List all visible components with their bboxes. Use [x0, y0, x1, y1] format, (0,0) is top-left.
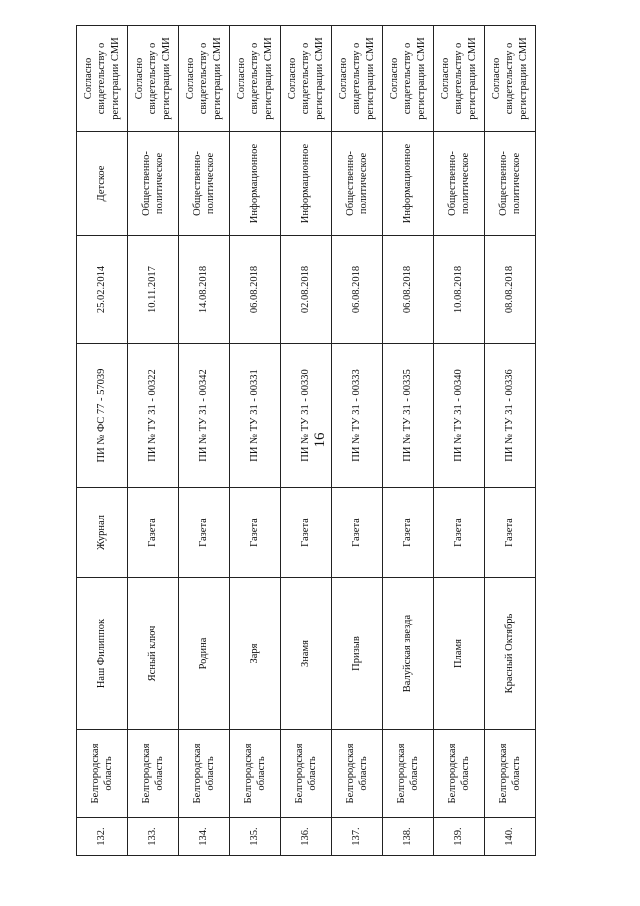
registration-date-cell: 06.08.2018	[383, 236, 434, 344]
media-registry-table	[76, 25, 536, 856]
region-cell: Белгородская область	[128, 730, 179, 818]
specialization-cell: Общественно-политическое	[128, 132, 179, 236]
page-number: 16	[311, 432, 328, 448]
registration-number-cell: ПИ № ФС 77 - 57039	[77, 344, 128, 488]
distribution-territory-cell: Согласно свидетельству о регистрации СМИ	[77, 26, 128, 132]
media-title-cell: Красный Октябрь	[485, 578, 536, 730]
region-cell: Белгородская область	[383, 730, 434, 818]
table-row	[230, 26, 281, 856]
distribution-territory-cell: Согласно свидетельству о регистрации СМИ	[281, 26, 332, 132]
row-number-cell: 132.	[77, 818, 128, 856]
specialization-cell: Общественно-политическое	[485, 132, 536, 236]
region-cell: Белгородская область	[77, 730, 128, 818]
row-number-cell: 138.	[383, 818, 434, 856]
distribution-territory-cell: Согласно свидетельству о регистрации СМИ	[383, 26, 434, 132]
region-cell: Белгородская область	[485, 730, 536, 818]
region-cell: Белгородская область	[434, 730, 485, 818]
specialization-cell: Общественно-политическое	[332, 132, 383, 236]
registration-date-cell: 10.11.2017	[128, 236, 179, 344]
row-number-cell: 134.	[179, 818, 230, 856]
media-type-cell: Газета	[434, 488, 485, 578]
table-row	[485, 26, 536, 856]
registration-number-cell: ПИ № ТУ 31 - 00336	[485, 344, 536, 488]
distribution-territory-cell: Согласно свидетельству о регистрации СМИ	[179, 26, 230, 132]
table-row	[179, 26, 230, 856]
media-type-cell: Журнал	[77, 488, 128, 578]
table-row	[77, 26, 128, 856]
specialization-cell: Информационное	[230, 132, 281, 236]
registration-date-cell: 25.02.2014	[77, 236, 128, 344]
media-title-cell: Ясный ключ	[128, 578, 179, 730]
specialization-cell: Детское	[77, 132, 128, 236]
media-type-cell: Газета	[179, 488, 230, 578]
distribution-territory-cell: Согласно свидетельству о регистрации СМИ	[128, 26, 179, 132]
registration-number-cell: ПИ № ТУ 31 - 00322	[128, 344, 179, 488]
media-type-cell: Газета	[128, 488, 179, 578]
registration-number-cell: ПИ № ТУ 31 - 00330	[281, 344, 332, 488]
media-title-cell: Пламя	[434, 578, 485, 730]
row-number-cell: 139.	[434, 818, 485, 856]
row-number-cell: 140.	[485, 818, 536, 856]
distribution-territory-cell: Согласно свидетельству о регистрации СМИ	[230, 26, 281, 132]
distribution-territory-cell: Согласно свидетельству о регистрации СМИ	[485, 26, 536, 132]
media-title-cell: Знамя	[281, 578, 332, 730]
distribution-territory-cell: Согласно свидетельству о регистрации СМИ	[434, 26, 485, 132]
specialization-cell: Общественно-политическое	[179, 132, 230, 236]
specialization-cell: Информационное	[383, 132, 434, 236]
table-row	[281, 26, 332, 856]
distribution-territory-cell: Согласно свидетельству о регистрации СМИ	[332, 26, 383, 132]
registration-date-cell: 08.08.2018	[485, 236, 536, 344]
media-title-cell: Призыв	[332, 578, 383, 730]
media-title-cell: Наш Филиппок	[77, 578, 128, 730]
media-type-cell: Газета	[281, 488, 332, 578]
media-type-cell: Газета	[383, 488, 434, 578]
media-title-cell: Заря	[230, 578, 281, 730]
region-cell: Белгородская область	[179, 730, 230, 818]
row-number-cell: 137.	[332, 818, 383, 856]
media-type-cell: Газета	[485, 488, 536, 578]
registration-number-cell: ПИ № ТУ 31 - 00331	[230, 344, 281, 488]
registration-date-cell: 02.08.2018	[281, 236, 332, 344]
row-number-cell: 135.	[230, 818, 281, 856]
row-number-cell: 133.	[128, 818, 179, 856]
table-row	[434, 26, 485, 856]
region-cell: Белгородская область	[230, 730, 281, 818]
registry-table-container	[76, 26, 536, 856]
registration-number-cell: ПИ № ТУ 31 - 00333	[332, 344, 383, 488]
table-row	[383, 26, 434, 856]
media-title-cell: Родина	[179, 578, 230, 730]
registration-date-cell: 06.08.2018	[230, 236, 281, 344]
region-cell: Белгородская область	[332, 730, 383, 818]
media-type-cell: Газета	[332, 488, 383, 578]
media-type-cell: Газета	[230, 488, 281, 578]
registration-number-cell: ПИ № ТУ 31 - 00340	[434, 344, 485, 488]
specialization-cell: Информационное	[281, 132, 332, 236]
registration-number-cell: ПИ № ТУ 31 - 00335	[383, 344, 434, 488]
row-number-cell: 136.	[281, 818, 332, 856]
table-row	[128, 26, 179, 856]
region-cell: Белгородская область	[281, 730, 332, 818]
registration-date-cell: 06.08.2018	[332, 236, 383, 344]
registration-number-cell: ПИ № ТУ 31 - 00342	[179, 344, 230, 488]
specialization-cell: Общественно-политическое	[434, 132, 485, 236]
registration-date-cell: 14.08.2018	[179, 236, 230, 344]
table-row	[332, 26, 383, 856]
media-title-cell: Валуйская звезда	[383, 578, 434, 730]
registration-date-cell: 10.08.2018	[434, 236, 485, 344]
